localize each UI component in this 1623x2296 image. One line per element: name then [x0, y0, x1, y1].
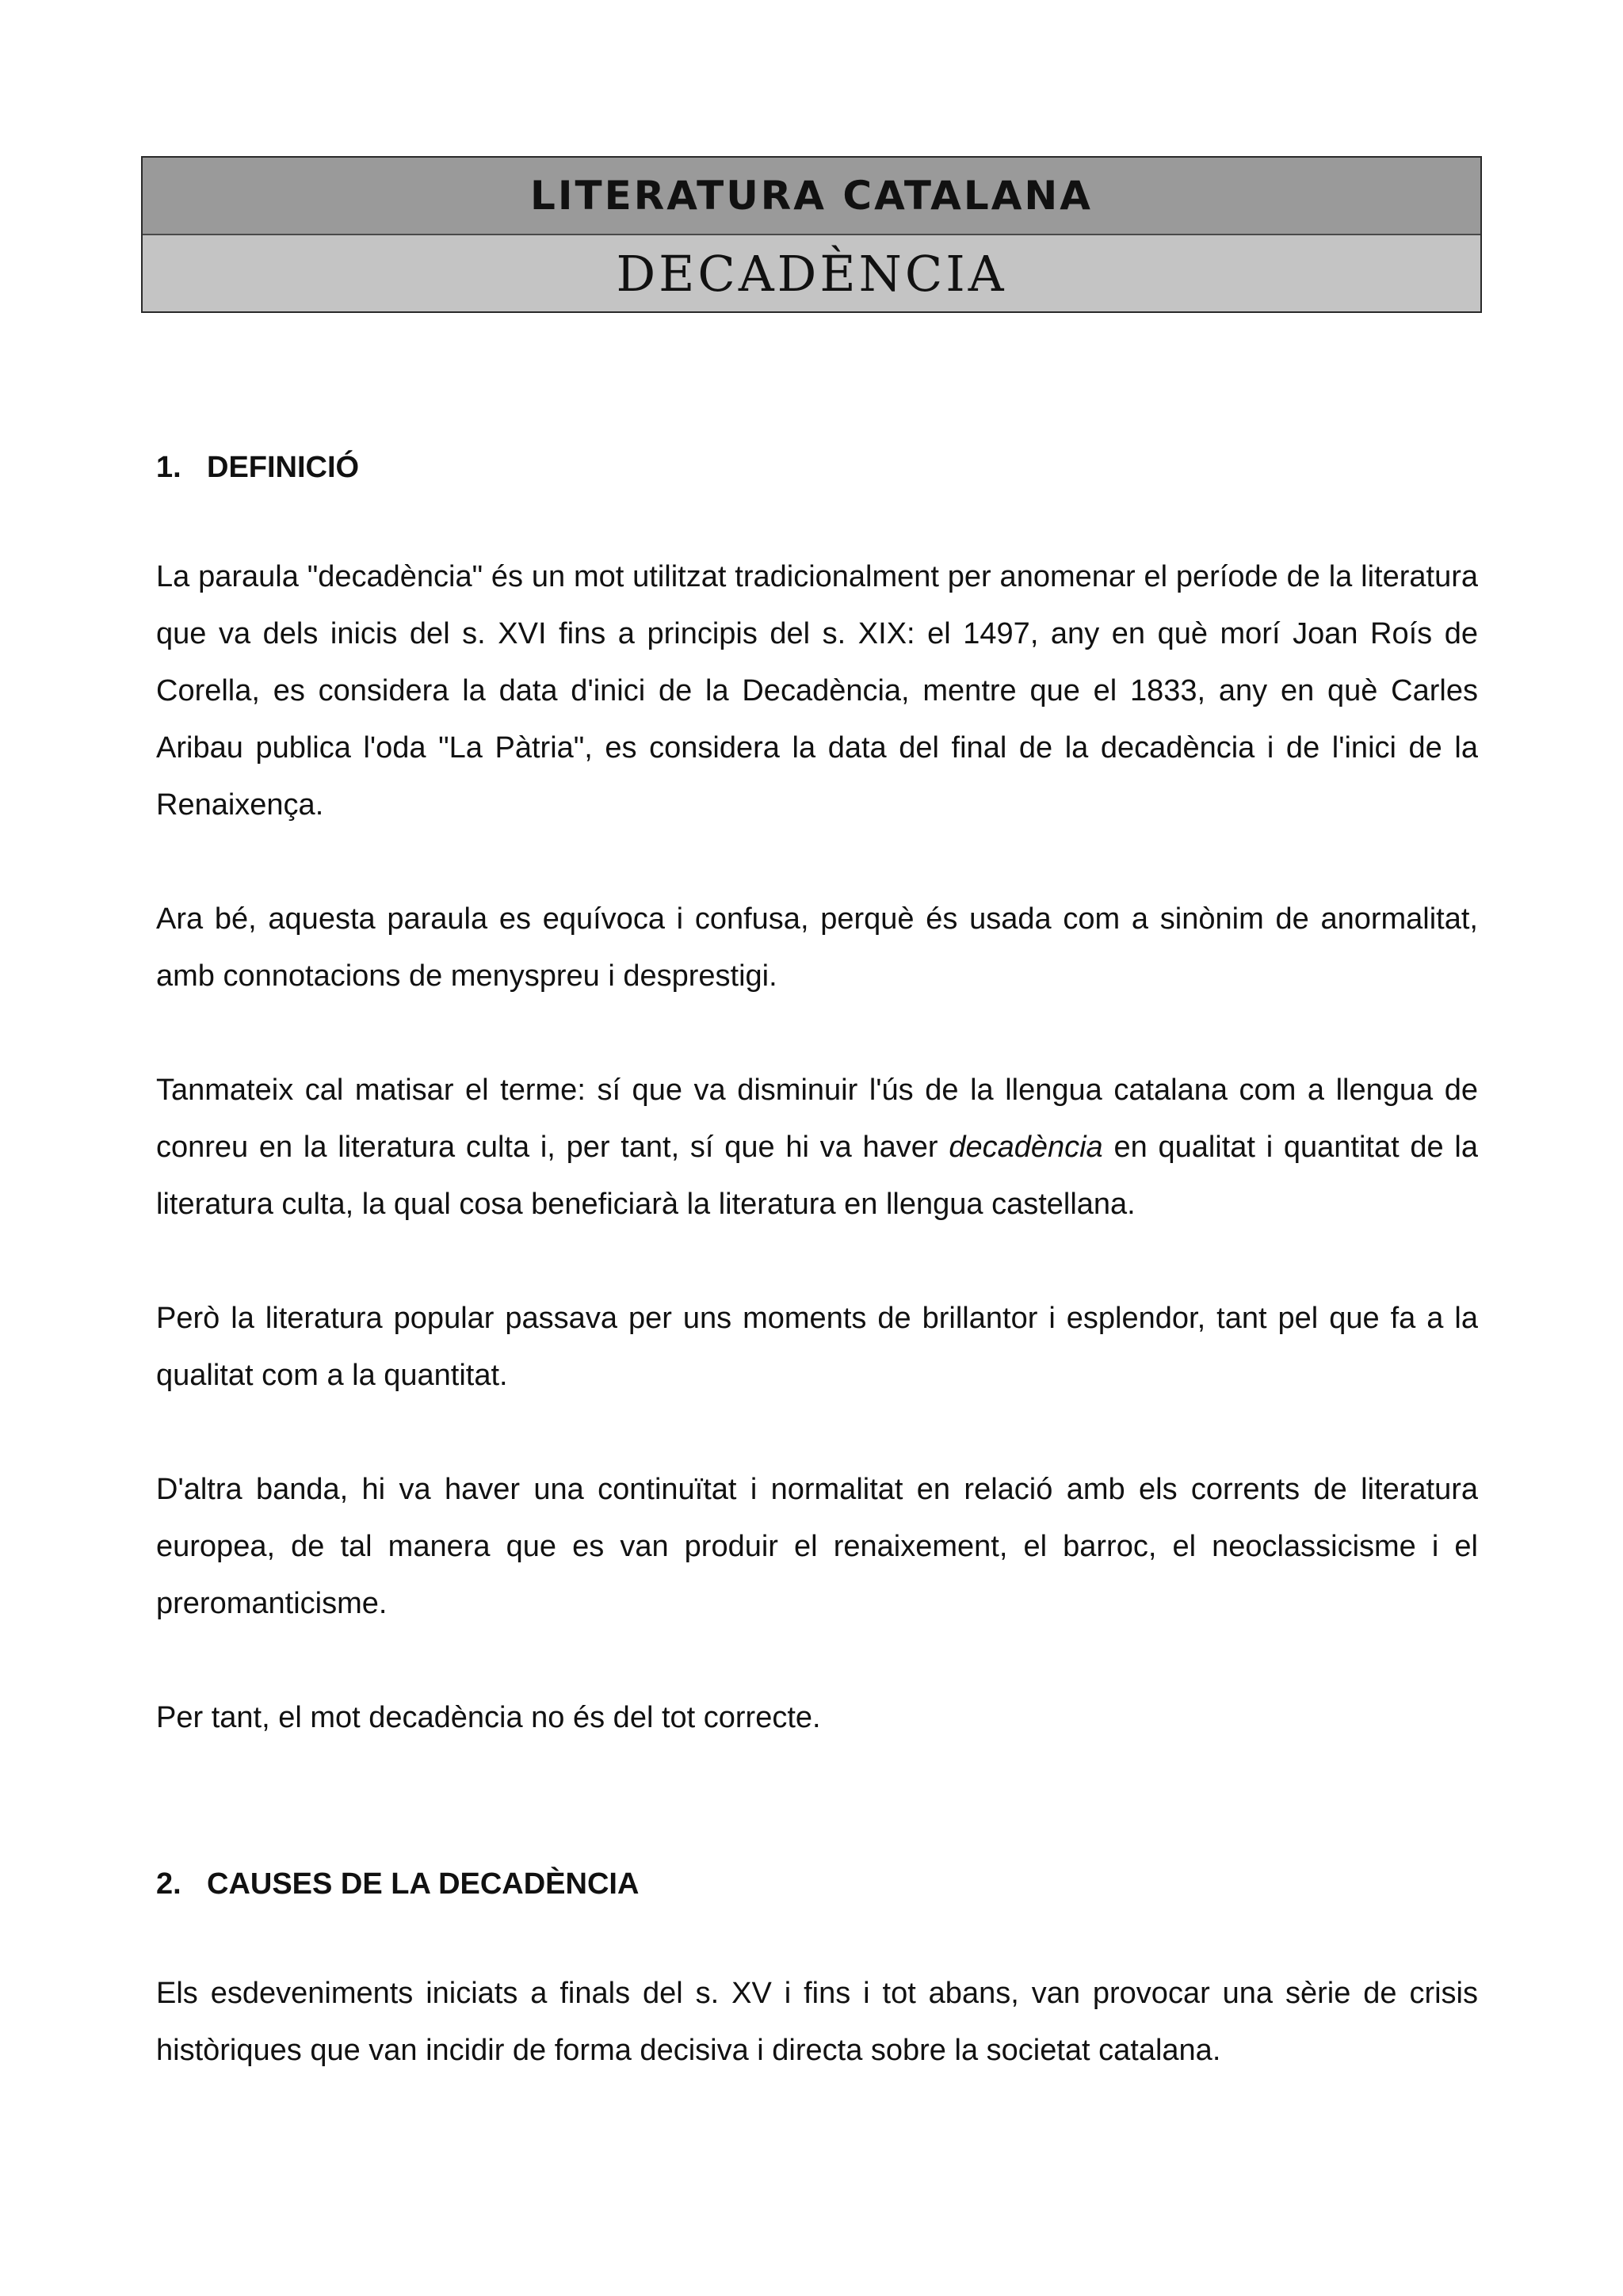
section-number: 1.: [156, 451, 181, 484]
title-row-main: [143, 158, 1480, 235]
document-body: [156, 444, 1478, 2079]
section-title: CAUSES DE LA DECADÈNCIA: [207, 1867, 640, 1901]
paragraph-emphasis: decadència: [949, 1131, 1103, 1164]
paragraph-text: Tanmateix cal matisar el terme: sí que va disminuir l'ús de la llengua catalana com a llengua de conreu en la literatura culta i, per tant, sí que hi va haver: [156, 1074, 1478, 1164]
document-title: LITERATURA CATALANA: [530, 173, 1093, 219]
title-row-sub: [143, 235, 1480, 311]
section-title: DEFINICIÓ: [207, 451, 360, 484]
paragraph: Ara bé, aquesta paraula es equívoca i confusa, perquè és usada com a sinònim de anormalitat, amb connotacions de menyspreu i desprestigi.: [156, 902, 1478, 993]
paragraph: Per tant, el mot decadència no és del tot correcte.: [156, 1701, 821, 1734]
title-box: [141, 156, 1482, 313]
paragraph: Els esdeveniments iniciats a finals del s. XV i fins i tot abans, van provocar una sèrie de crisis històriques que van incidir de forma decisiva i directa sobre la societat catalana.: [156, 1977, 1478, 2067]
document-subtitle: DECADÈNCIA: [616, 244, 1007, 303]
section-number: 2.: [156, 1867, 181, 1901]
paragraph: [156, 1062, 1478, 1233]
paragraph: Però la literatura popular passava per uns moments de brillantor i esplendor, tant pel que fa a la qualitat com a la quantitat.: [156, 1302, 1478, 1392]
paragraph-text: en qualitat i quantitat de la literatura culta, la qual cosa beneficiarà la literatura en llengua castellana.: [156, 1131, 1478, 1221]
section-heading-definicio: [156, 444, 1478, 491]
paragraph: La paraula "decadència" és un mot utilitzat tradicionalment per anomenar el període de la literatura que va dels inicis del s. XVI fins a principis del s. XIX: el 1497, any en què morí Joan Roís de Corella, es considera la data d'inici de la Decadència, mentre que el 1833, any en què Carles Aribau publica l'oda "La Pàtria", es considera la data del final de la decadència i de l'inici de la Renaixença.: [156, 560, 1478, 822]
section-heading-causes: [156, 1860, 1478, 1908]
paragraph: D'altra banda, hi va haver una continuïtat i normalitat en relació amb els corrents de literatura europea, de tal manera que es van produir el renaixement, el barroc, el neoclassicisme i el preromanticisme.: [156, 1473, 1478, 1620]
